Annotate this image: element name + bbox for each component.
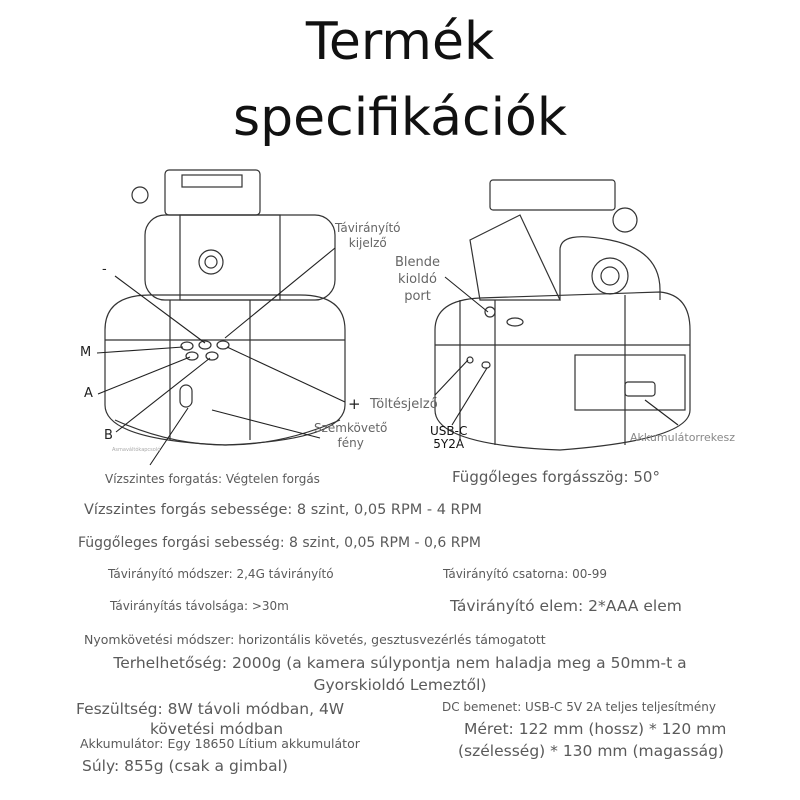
spec-size: Méret: 122 mm (hossz) * 120 mm: [464, 720, 727, 738]
spec-tracking: Nyomkövetési módszer: horizontális követés, gesztusvezérlés támogatott: [84, 632, 546, 647]
spec-power: Feszültség: 8W távoli módban, 4W: [76, 700, 345, 718]
spec-remote-channel: Távirányító csatorna: 00-99: [443, 567, 607, 581]
title-line-2: specifikációk: [233, 88, 567, 148]
spec-load-cont: Gyorskioldó Lemeztől): [313, 676, 487, 694]
minus-button-label: -: [102, 262, 107, 277]
spec-battery: Akkumulátor: Egy 18650 Lítium akkumulátor: [80, 736, 360, 751]
spec-dc-input: DC bemenet: USB-C 5V 2A teljes teljesítmény: [442, 700, 716, 714]
battery-compartment-label: Akkumulátorrekesz: [630, 431, 736, 444]
switch-label: Asmaváltókapcsoló: [112, 447, 161, 453]
a-button-label: A: [84, 386, 93, 401]
shutter-port-label: Blende kioldó port: [395, 255, 441, 304]
charge-indicator-label: Töltésjelző: [370, 397, 438, 412]
right-callout-lines: [435, 277, 678, 425]
spec-load: Terhelhetőség: 2000g (a kamera súlypontja nem haladja meg a 50mm-t a: [113, 654, 687, 672]
spec-remote-battery: Távirányító elem: 2*AAA elem: [450, 597, 682, 615]
spec-v-angle: Függőleges forgásszög: 50°: [452, 468, 660, 486]
m-button-label: M: [80, 345, 92, 360]
left-gimbal-drawing: [105, 170, 345, 445]
spec-remote-distance: Távirányítás távolsága: >30m: [110, 599, 289, 613]
eye-tracking-light-label: Szemkövető fény: [314, 421, 388, 450]
usb-c-label: USB-C 5Y2A: [430, 424, 468, 451]
b-button-label: B: [104, 428, 113, 443]
display-label: Távirányító kijelző: [335, 221, 401, 250]
spec-v-speed: Függőleges forgási sebesség: 8 szint, 0,05 RPM - 0,6 RPM: [78, 535, 481, 551]
plus-button-label: +: [348, 395, 361, 413]
spec-weight: Súly: 855g (csak a gimbal): [82, 757, 288, 775]
spec-h-speed: Vízszintes forgás sebessége: 8 szint, 0,05 RPM - 4 RPM: [84, 502, 482, 518]
right-gimbal-drawing: [435, 180, 690, 450]
spec-power-cont: követési módban: [150, 720, 284, 738]
spec-remote-method: Távirányító módszer: 2,4G távirányító: [108, 567, 334, 581]
title-line-1: Termék: [305, 12, 495, 72]
spec-size-cont: (szélesség) * 130 mm (magasság): [458, 742, 724, 760]
spec-h-rotation: Vízszintes forgatás: Végtelen forgás: [105, 472, 320, 486]
